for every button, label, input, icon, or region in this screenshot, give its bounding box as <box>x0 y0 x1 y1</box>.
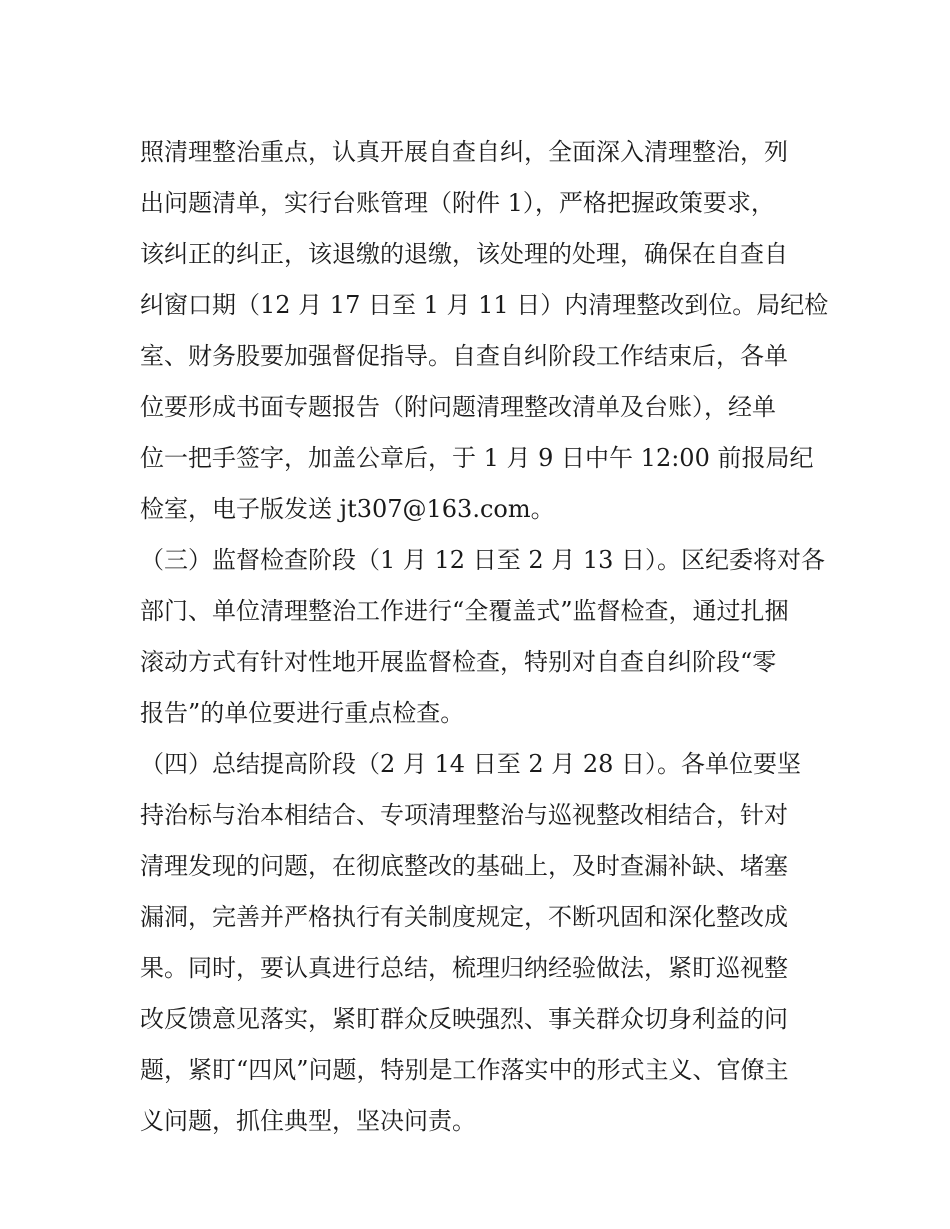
text-line-17: 果。同时，要认真进行总结，梳理归纳经验做法，紧盯巡视整 <box>140 954 788 982</box>
text-line-16: 漏洞，完善并严格执行有关制度规定，不断巩固和深化整改成 <box>140 903 788 931</box>
section-heading-4: （四）总结提高阶段（2 月 14 日至 2 月 28 日）。各单位要坚 <box>140 750 802 778</box>
text-line-10: 部门、单位清理整治工作进行“全覆盖式”监督检查，通过扎捆 <box>140 597 789 625</box>
text-line-8: 检室，电子版发送 jt307@163.com。 <box>140 495 555 523</box>
text-line-1: 照清理整治重点，认真开展自查自纠，全面深入清理整治，列 <box>140 138 788 166</box>
text-line-5: 室、财务股要加强督促指导。自查自纠阶段工作结束后，各单 <box>140 342 788 370</box>
section-heading-3: （三）监督检查阶段（1 月 12 日至 2 月 13 日）。区纪委将对各 <box>140 546 826 574</box>
text-line-6: 位要形成书面专题报告（附问题清理整改清单及台账），经单 <box>140 393 776 421</box>
text-line-19: 题，紧盯“四风”问题，特别是工作落实中的形式主义、官僚主 <box>140 1056 789 1084</box>
text-line-18: 改反馈意见落实，紧盯群众反映强烈、事关群众切身利益的问 <box>140 1005 788 1033</box>
text-line-20: 义问题，抓住典型，坚决问责。 <box>140 1107 476 1135</box>
text-line-12: 报告”的单位要进行重点检查。 <box>140 699 465 727</box>
body-text <box>140 127 829 1147</box>
text-line-3: 该纠正的纠正，该退缴的退缴，该处理的处理，确保在自查自 <box>140 240 788 268</box>
text-line-2: 出问题清单，实行台账管理（附件 1），严格把握政策要求， <box>140 189 775 217</box>
text-line-11: 滚动方式有针对性地开展监督检查，特别对自查自纠阶段“零 <box>140 648 777 676</box>
text-line-15: 清理发现的问题，在彻底整改的基础上，及时查漏补缺、堵塞 <box>140 852 788 880</box>
text-line-14: 持治标与治本相结合、专项清理整治与巡视整改相结合，针对 <box>140 801 788 829</box>
text-line-4: 纠窗口期（12 月 17 日至 1 月 11 日）内清理整改到位。局纪检 <box>140 291 829 319</box>
text-line-7: 位一把手签字，加盖公章后，于 1 月 9 日中午 12:00 前报局纪 <box>140 444 814 472</box>
